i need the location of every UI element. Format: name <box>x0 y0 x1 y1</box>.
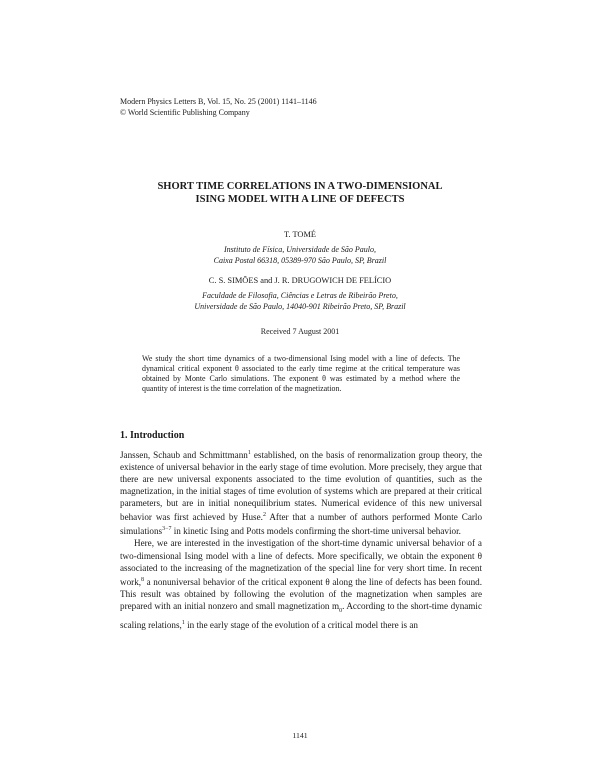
text-run: in kinetic Ising and Potts models confirming the short-time universal behavior. <box>171 526 461 537</box>
reference-superscript: 8 <box>141 576 145 583</box>
paper-title <box>100 180 500 206</box>
section-heading: 1. Introduction <box>120 430 185 441</box>
journal-citation: Modern Physics Letters B, Vol. 15, No. 25 (2001) 1141–1146 <box>120 97 317 106</box>
body-text <box>120 447 482 631</box>
page-number: 1141 <box>292 731 308 740</box>
abstract: We study the short time dynamics of a two-dimensional Ising model with a line of defects. The dynamical critical exponent θ associated to the early time regime at the critical temperature was obtained by Monte Carlo simulations. The exponent θ was estimated by a method where the quantity of interest is the time correlation of the magnetization. <box>142 354 460 394</box>
author-2-affiliation <box>100 290 500 312</box>
received-date: Received 7 August 2001 <box>260 327 340 336</box>
text-run: a nonuniversal behavior of the critical exponent θ along the line of defects has been found. This result was obtained by following the evolution of the magnetization when samples are prepared with an initial nonzero and small magnetization m <box>120 576 482 611</box>
author-1: T. TOMÉ <box>283 230 317 239</box>
reference-superscript: 1 <box>181 619 185 626</box>
affiliation-line: Caixa Postal 66318, 05389-970 São Paulo, SP, Brazil <box>213 256 387 265</box>
author-2: C. S. SIMÕES and J. R. DRUGOWICH DE FELÍCIO <box>208 276 392 285</box>
reference-superscript: 2 <box>262 512 266 519</box>
subscript: 0 <box>339 607 343 614</box>
text-run: After that a number of authors performed Monte Carlo simulations <box>120 512 483 537</box>
title-line-2: ISING MODEL WITH A LINE OF DEFECTS <box>195 194 405 205</box>
title-line-1: SHORT TIME CORRELATIONS IN A TWO-DIMENSIONAL <box>157 181 443 192</box>
journal-header <box>120 96 317 118</box>
paragraph <box>120 447 482 537</box>
text-run: in the early stage of the evolution of a critical model there is an <box>184 619 418 630</box>
text-run: Janssen, Schaub and Schmittmann <box>120 450 248 461</box>
text-run: . According to the short-time dynamic scaling relations, <box>120 600 482 630</box>
reference-superscript: 3−7 <box>162 526 172 533</box>
paragraph <box>120 537 482 630</box>
text-run: established, on the basis of renormalization group theory, the existence of universal behavior in the early stage of time evolution. More precisely, they argue that there are new universal exponents associated to the time evolution of quantities, such as the magnetization, in the initial stages of time evolution of systems which are prepared at their critical parameters, but are in initial nonequilibrium states. Numerical evidence of this new universal behavior was first achieved by Huse. <box>120 450 482 523</box>
author-1-affiliation <box>100 244 500 266</box>
affiliation-line: Faculdade de Filosofia, Ciências e Letras de Ribeirão Preto, <box>202 291 398 300</box>
text-run: Here, we are interested in the investigation of the short-time dynamic universal behavior of a two-dimensional Ising model with a line of defects. More specifically, we obtain the exponent θ associated to the increasing of the magnetization of the special line for very short time. In recent work, <box>120 538 482 587</box>
affiliation-line: Instituto de Física, Universidade de São Paulo, <box>224 245 376 254</box>
reference-superscript: 1 <box>247 450 251 456</box>
affiliation-line: Universidade de São Paulo, 14040-901 Ribeirão Preto, SP, Brazil <box>194 302 406 311</box>
copyright-notice: © World Scientific Publishing Company <box>120 108 250 117</box>
